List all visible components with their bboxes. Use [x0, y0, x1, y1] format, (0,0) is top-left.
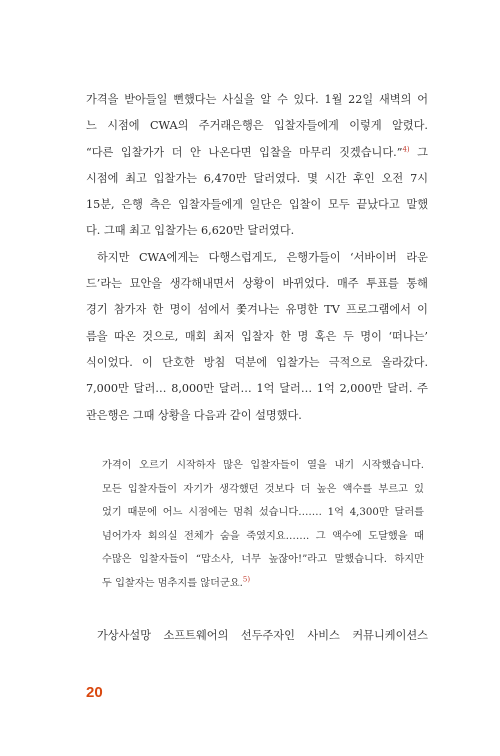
- text-line: 시점에 최고 입찰가는 6,470만 달러였다. 몇 시간 후인 오전 7시: [86, 171, 428, 185]
- text-line: 느 시점에 CWA의 주거래은행은 입찰자들에게 이렇게 알렸다.: [86, 119, 428, 133]
- footnote-marker-5: 5): [242, 575, 251, 584]
- quote-text: 두 입찰자는 멈추지를 않더군요.: [102, 577, 243, 589]
- text-line: 름을 따온 것으로, 매회 최저 입찰자 한 명 혹은 두 명이 ‘떠나는’: [86, 329, 428, 343]
- text-line: 경기 참가자 한 명이 섬에서 쫓겨나는 유명한 TV 프로그램에서 이: [86, 303, 428, 317]
- body-paragraph-top: [86, 87, 428, 429]
- text-line: 15분, 은행 측은 입찰자들에게 일단은 입찰이 모두 끝났다고 말했: [86, 198, 428, 212]
- quote-sentence: “다른 입찰가가 더 안 나온다면 입찰을 마무리 짓겠습니다.”: [86, 145, 403, 159]
- quote-line: 었기 때문에 어느 시점에는 멈춰 섰습니다……. 1억 4,300만 달러를: [102, 507, 424, 518]
- quote-line: 수많은 입찰자들이 “맙소사, 너무 높잖아!”라고 말했습니다. 하지만: [102, 554, 424, 565]
- quote-line: [102, 572, 424, 596]
- block-quote: [102, 454, 424, 595]
- text-line: 가격을 받아들일 뻔했다는 사실을 알 수 있다. 1월 22일 새벽의 어: [86, 93, 428, 106]
- text-line: 7,000만 달러… 8,000만 달러… 1억 달러… 1억 2,000만 달러. 주: [86, 382, 428, 396]
- text-line: 하지만 CWA에게는 다행스럽게도, 은행가들이 ‘서바이버 라운: [97, 250, 428, 264]
- quote-line: 가격이 오르기 시작하자 많은 입찰자들이 열을 내기 시작했습니다.: [102, 460, 424, 471]
- text-line: 다. 그때 최고 입찰가는 6,620만 달러였다.: [86, 224, 295, 238]
- text-line: 가상사설망 소프트웨어의 선두주자인 사비스 커뮤니케이션스: [97, 629, 428, 642]
- text-line: 관은행은 그때 상황을 다음과 같이 설명했다.: [86, 408, 302, 422]
- body-paragraph-bottom: [86, 623, 428, 649]
- text-line: 식이었다. 이 단호한 방침 덕분에 입찰가는 극적으로 올라갔다.: [86, 355, 428, 369]
- text-fragment: 그: [409, 145, 428, 159]
- quote-line: 모든 입찰자들이 자기가 생각했던 것보다 더 높은 액수를 부르고 있: [102, 483, 424, 495]
- text-line: [86, 140, 428, 166]
- footnote-marker-4: 4): [402, 144, 410, 153]
- quote-line: 넘어가자 회의실 전체가 숨을 죽였지요……. 그 액수에 도달했을 때: [102, 530, 424, 542]
- text-line: 드’라는 묘안을 생각해내면서 상황이 바뀌었다. 매주 투표를 통해: [86, 277, 428, 291]
- page-number: 20: [86, 684, 103, 701]
